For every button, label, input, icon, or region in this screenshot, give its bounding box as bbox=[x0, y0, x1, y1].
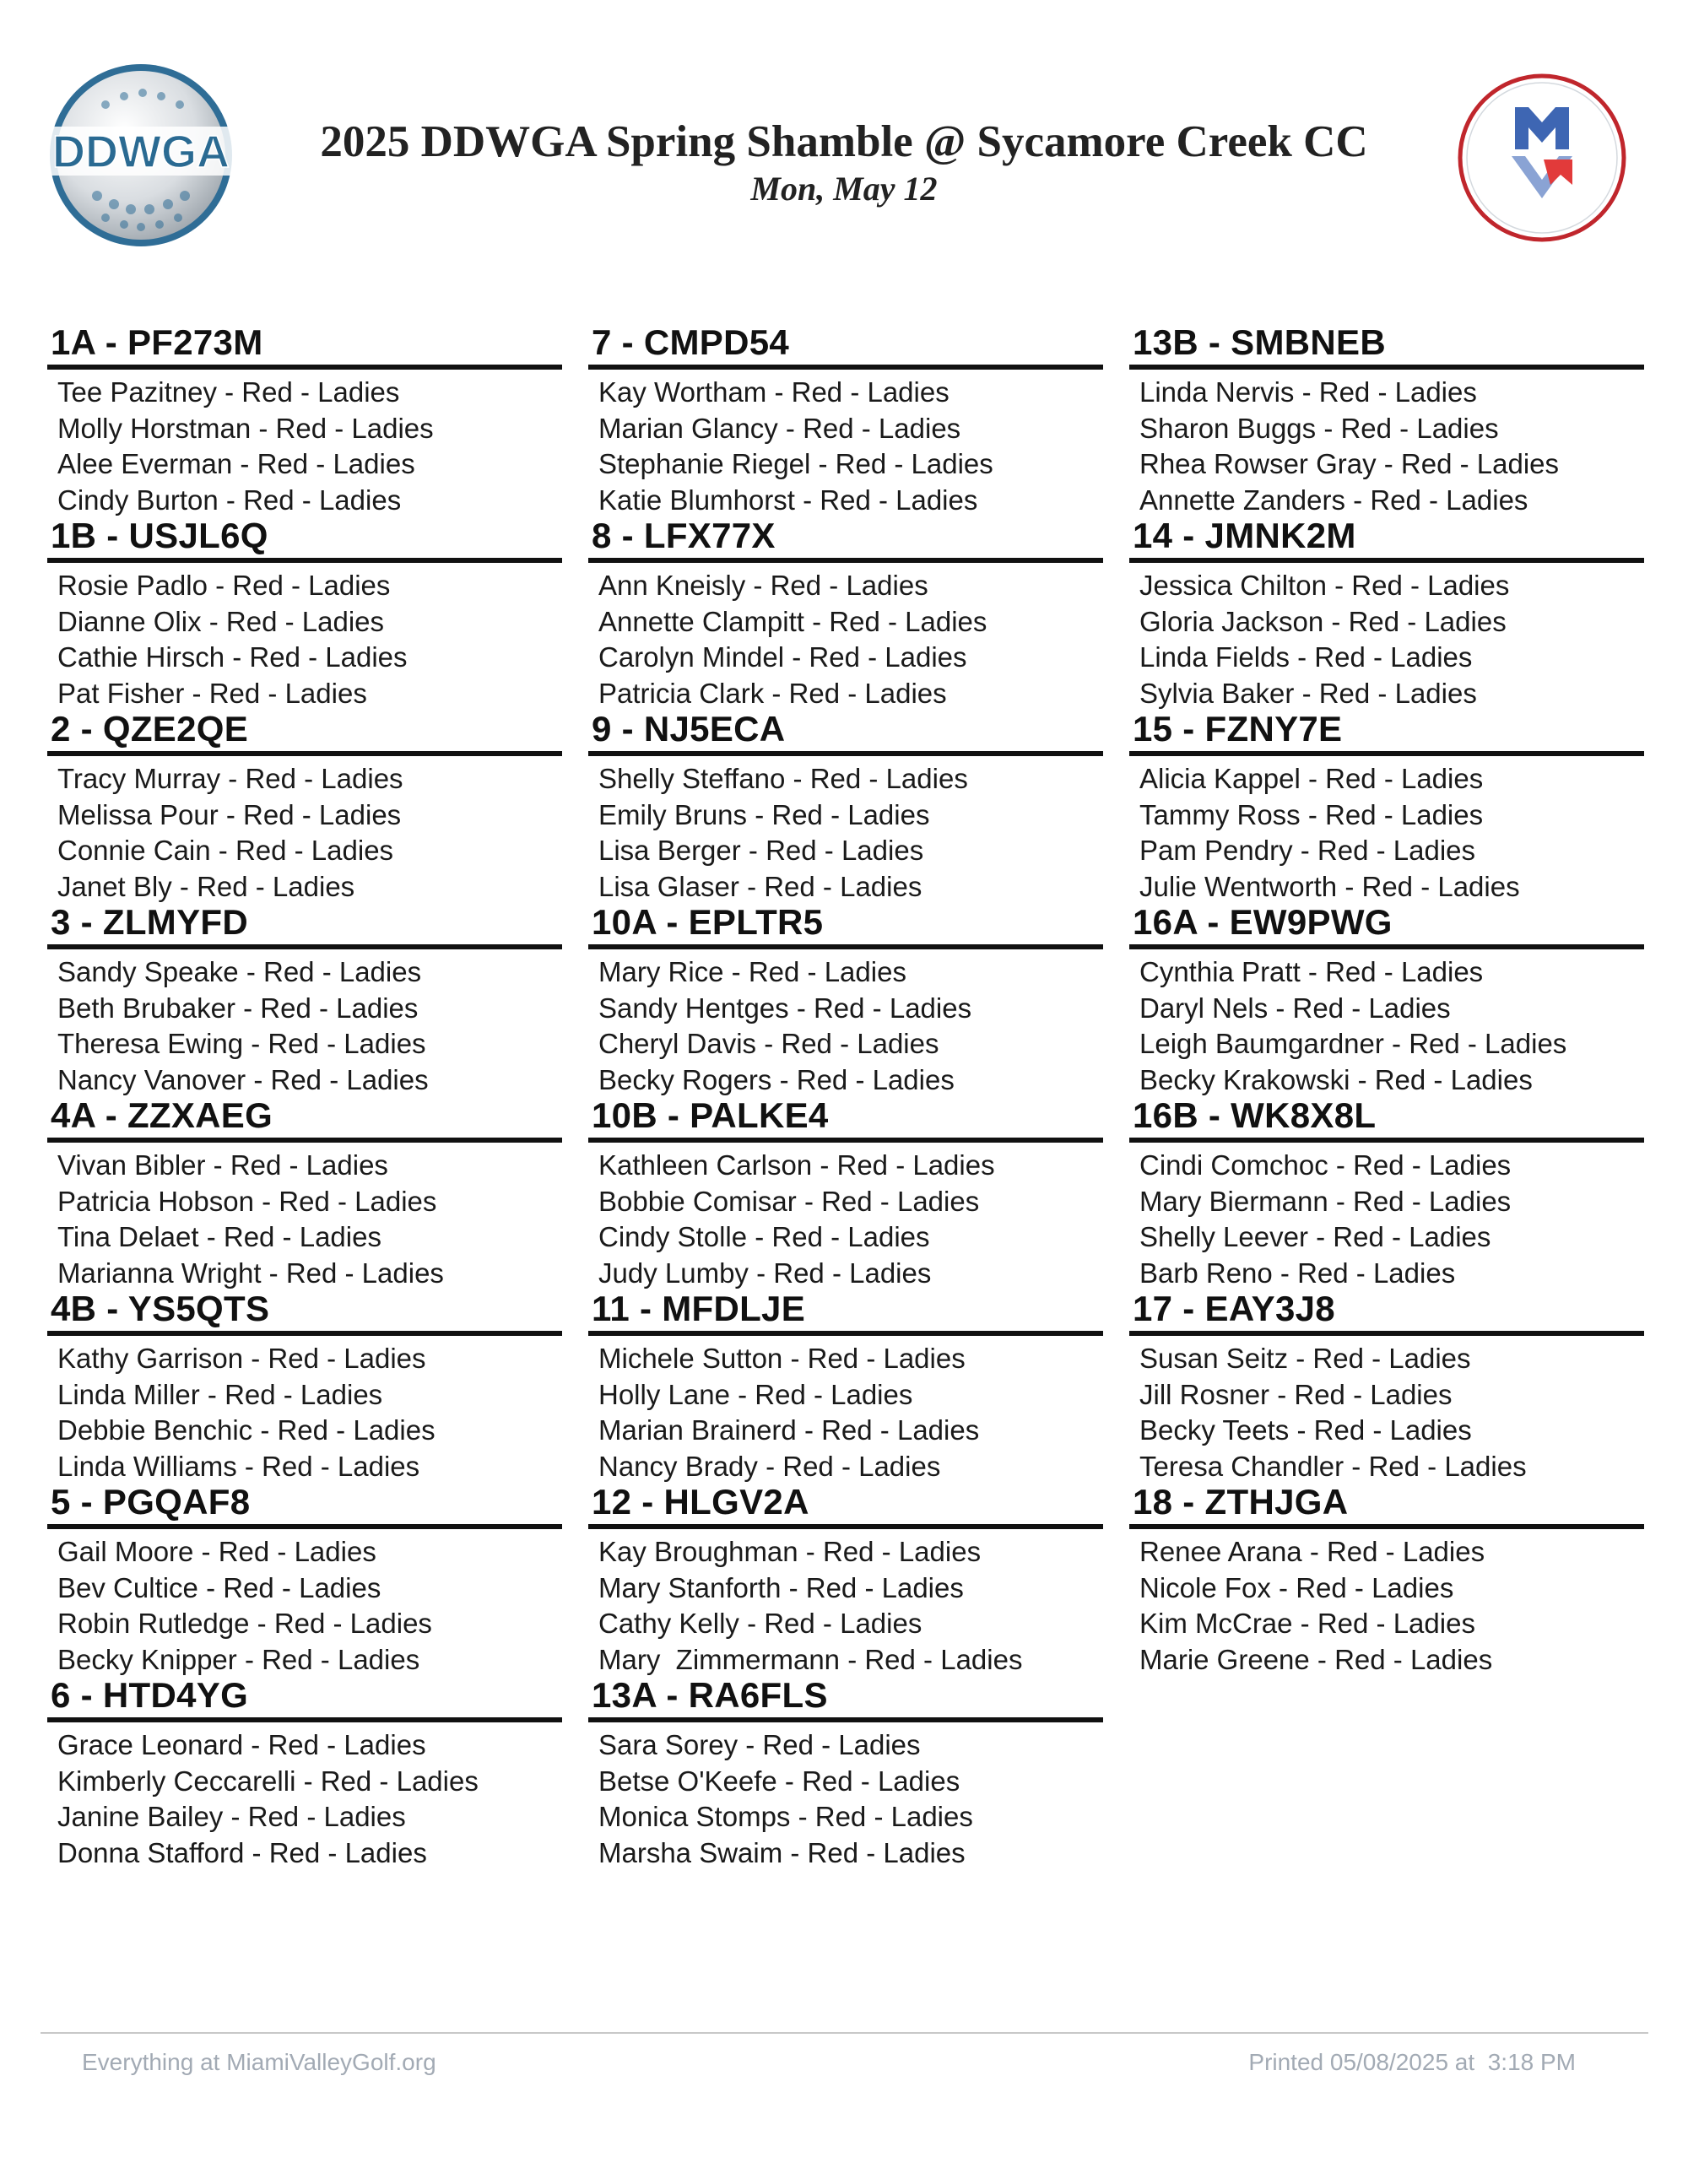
player-entry: Janine Bailey - Red - Ladies bbox=[57, 1801, 406, 1832]
group-block bbox=[47, 1094, 562, 1287]
player-entry: Cathy Kelly - Red - Ladies bbox=[598, 1608, 922, 1639]
group-block bbox=[47, 707, 562, 900]
group-header: 2 - QZE2QE bbox=[47, 707, 562, 756]
player-entry: Sylvia Baker - Red - Ladies bbox=[1139, 677, 1477, 709]
player-entry: Gail Moore - Red - Ladies bbox=[57, 1536, 376, 1567]
player-entry: Alee Everman - Red - Ladies bbox=[57, 448, 415, 479]
column-2 bbox=[588, 321, 1103, 1867]
player-entry: Nicole Fox - Red - Ladies bbox=[1139, 1571, 1454, 1603]
player-entry: Tina Delaet - Red - Ladies bbox=[57, 1221, 381, 1252]
footer-divider bbox=[41, 2032, 1648, 2034]
group-header: 10B - PALKE4 bbox=[588, 1094, 1103, 1143]
group-block bbox=[588, 1094, 1103, 1287]
player-entry: Susan Seitz - Red - Ladies bbox=[1139, 1343, 1471, 1374]
column-1 bbox=[47, 321, 562, 1867]
player-entry: Becky Rogers - Red - Ladies bbox=[598, 1063, 955, 1095]
group-block bbox=[588, 707, 1103, 900]
player-entry: Rhea Rowser Gray - Red - Ladies bbox=[1139, 448, 1560, 479]
player-entry: Shelly Leever - Red - Ladies bbox=[1139, 1221, 1491, 1252]
group-header: 4B - YS5QTS bbox=[47, 1287, 562, 1336]
footer-printed-timestamp: Printed 05/08/2025 at 3:18 PM bbox=[1248, 2049, 1576, 2075]
player-entry: Molly Horstman - Red - Ladies bbox=[57, 412, 434, 444]
player-entry: Jessica Chilton - Red - Ladies bbox=[1139, 570, 1510, 601]
player-entry: Rosie Padlo - Red - Ladies bbox=[57, 570, 391, 601]
group-block bbox=[1129, 1094, 1644, 1287]
group-header: 3 - ZLMYFD bbox=[47, 900, 562, 949]
mv-emblem-logo bbox=[1456, 72, 1629, 245]
player-entry: Sharon Buggs - Red - Ladies bbox=[1139, 412, 1499, 444]
player-entry: Dianne Olix - Red - Ladies bbox=[57, 605, 385, 637]
group-block bbox=[588, 321, 1103, 514]
player-entry: Becky Teets - Red - Ladies bbox=[1139, 1414, 1472, 1446]
player-entry: Cynthia Pratt - Red - Ladies bbox=[1139, 956, 1484, 987]
player-entry: Lisa Glaser - Red - Ladies bbox=[598, 870, 922, 902]
group-block bbox=[588, 514, 1103, 707]
player-entry: Renee Arana - Red - Ladies bbox=[1139, 1536, 1485, 1567]
group-header: 5 - PGQAF8 bbox=[47, 1480, 562, 1529]
player-entry: Shelly Steffano - Red - Ladies bbox=[598, 763, 968, 794]
player-entry: Michele Sutton - Red - Ladies bbox=[598, 1343, 966, 1374]
player-entry: Linda Miller - Red - Ladies bbox=[57, 1378, 383, 1410]
player-entry: Cheryl Davis - Red - Ladies bbox=[598, 1028, 939, 1059]
group-header: 6 - HTD4YG bbox=[47, 1673, 562, 1722]
group-block bbox=[588, 1287, 1103, 1480]
player-entry: Stephanie Riegel - Red - Ladies bbox=[598, 448, 993, 479]
group-header: 10A - EPLTR5 bbox=[588, 900, 1103, 949]
player-entry: Donna Stafford - Red - Ladies bbox=[57, 1836, 427, 1868]
player-entry: Connie Cain - Red - Ladies bbox=[57, 835, 394, 866]
player-entry: Tee Pazitney - Red - Ladies bbox=[57, 376, 400, 408]
group-header: 17 - EAY3J8 bbox=[1129, 1287, 1644, 1336]
player-entry: Kay Broughman - Red - Ladies bbox=[598, 1536, 982, 1567]
player-entry: Becky Krakowski - Red - Ladies bbox=[1139, 1063, 1533, 1095]
group-block bbox=[588, 1673, 1103, 1867]
player-entry: Robin Rutledge - Red - Ladies bbox=[57, 1608, 432, 1639]
player-entry: Sandy Hentges - Red - Ladies bbox=[598, 992, 972, 1024]
player-entry: Vivan Bibler - Red - Ladies bbox=[57, 1149, 388, 1181]
player-entry: Julie Wentworth - Red - Ladies bbox=[1139, 870, 1520, 902]
page-title: 2025 DDWGA Spring Shamble @ Sycamore Creek CC bbox=[320, 117, 1368, 166]
player-entry: Pam Pendry - Red - Ladies bbox=[1139, 835, 1476, 866]
player-entry: Betse O'Keefe - Red - Ladies bbox=[598, 1765, 960, 1797]
group-header: 1B - USJL6Q bbox=[47, 514, 562, 563]
player-entry: Monica Stomps - Red - Ladies bbox=[598, 1801, 973, 1832]
player-entry: Linda Fields - Red - Ladies bbox=[1139, 641, 1473, 673]
group-header: 9 - NJ5ECA bbox=[588, 707, 1103, 756]
player-entry: Ann Kneisly - Red - Ladies bbox=[598, 570, 928, 601]
player-entry: Kathleen Carlson - Red - Ladies bbox=[598, 1149, 995, 1181]
group-block bbox=[1129, 321, 1644, 514]
player-entry: Linda Williams - Red - Ladies bbox=[57, 1450, 420, 1482]
player-entry: Patricia Clark - Red - Ladies bbox=[598, 677, 947, 709]
player-entry: Gloria Jackson - Red - Ladies bbox=[1139, 605, 1507, 637]
player-entry: Becky Knipper - Red - Ladies bbox=[57, 1643, 420, 1675]
player-entry: Marian Glancy - Red - Ladies bbox=[598, 412, 961, 444]
group-header: 12 - HLGV2A bbox=[588, 1480, 1103, 1529]
player-entry: Melissa Pour - Red - Ladies bbox=[57, 798, 402, 830]
group-block bbox=[1129, 707, 1644, 900]
player-entry: Pat Fisher - Red - Ladies bbox=[57, 677, 367, 709]
player-entry: Carolyn Mindel - Red - Ladies bbox=[598, 641, 967, 673]
player-entry: Katie Blumhorst - Red - Ladies bbox=[598, 484, 978, 516]
group-block bbox=[47, 1673, 562, 1867]
group-header: 16B - WK8X8L bbox=[1129, 1094, 1644, 1143]
player-entry: Janet Bly - Red - Ladies bbox=[57, 870, 355, 902]
group-block bbox=[47, 1480, 562, 1673]
group-block bbox=[1129, 1480, 1644, 1673]
player-entry: Beth Brubaker - Red - Ladies bbox=[57, 992, 419, 1024]
group-header: 13B - SMBNEB bbox=[1129, 321, 1644, 370]
player-entry: Jill Rosner - Red - Ladies bbox=[1139, 1378, 1453, 1410]
page-subtitle: Mon, May 12 bbox=[750, 170, 938, 208]
player-entry: Marianna Wright - Red - Ladies bbox=[57, 1257, 444, 1289]
player-entry: Patricia Hobson - Red - Ladies bbox=[57, 1185, 437, 1217]
player-entry: Alicia Kappel - Red - Ladies bbox=[1139, 763, 1484, 794]
group-header: 7 - CMPD54 bbox=[588, 321, 1103, 370]
group-header: 1A - PF273M bbox=[47, 321, 562, 370]
player-entry: Grace Leonard - Red - Ladies bbox=[57, 1729, 426, 1760]
player-entry: Mary Stanforth - Red - Ladies bbox=[598, 1571, 964, 1603]
group-header: 4A - ZZXAEG bbox=[47, 1094, 562, 1143]
group-header: 14 - JMNK2M bbox=[1129, 514, 1644, 563]
player-entry: Marie Greene - Red - Ladies bbox=[1139, 1643, 1493, 1675]
player-entry: Annette Zanders - Red - Ladies bbox=[1139, 484, 1528, 516]
group-block bbox=[47, 514, 562, 707]
player-entry: Marsha Swaim - Red - Ladies bbox=[598, 1836, 966, 1868]
player-entry: Sandy Speake - Red - Ladies bbox=[57, 956, 422, 987]
group-block bbox=[47, 1287, 562, 1480]
footer-site-text: Everything at MiamiValleyGolf.org bbox=[82, 2049, 436, 2075]
group-block bbox=[588, 1480, 1103, 1673]
group-header: 18 - ZTHJGA bbox=[1129, 1480, 1644, 1529]
group-block bbox=[1129, 1287, 1644, 1480]
player-entry: Teresa Chandler - Red - Ladies bbox=[1139, 1450, 1527, 1482]
player-entry: Debbie Benchic - Red - Ladies bbox=[57, 1414, 436, 1446]
player-entry: Cathie Hirsch - Red - Ladies bbox=[57, 641, 408, 673]
player-entry: Mary Rice - Red - Ladies bbox=[598, 956, 906, 987]
player-entry: Mary Biermann - Red - Ladies bbox=[1139, 1185, 1512, 1217]
player-entry: Judy Lumby - Red - Ladies bbox=[598, 1257, 932, 1289]
player-entry: Tammy Ross - Red - Ladies bbox=[1139, 798, 1484, 830]
player-entry: Cindy Burton - Red - Ladies bbox=[57, 484, 402, 516]
player-entry: Nancy Vanover - Red - Ladies bbox=[57, 1063, 429, 1095]
player-entry: Nancy Brady - Red - Ladies bbox=[598, 1450, 941, 1482]
player-entry: Annette Clampitt - Red - Ladies bbox=[598, 605, 987, 637]
column-3 bbox=[1129, 321, 1644, 1673]
page-header bbox=[0, 0, 1688, 278]
group-block bbox=[47, 900, 562, 1094]
group-block bbox=[1129, 514, 1644, 707]
player-entry: Kay Wortham - Red - Ladies bbox=[598, 376, 950, 408]
player-entry: Kimberly Ceccarelli - Red - Ladies bbox=[57, 1765, 479, 1797]
group-header: 15 - FZNY7E bbox=[1129, 707, 1644, 756]
player-entry: Linda Nervis - Red - Ladies bbox=[1139, 376, 1477, 408]
player-entry: Mary Zimmermann - Red - Ladies bbox=[598, 1643, 1023, 1675]
group-block bbox=[1129, 900, 1644, 1094]
group-header: 11 - MFDLJE bbox=[588, 1287, 1103, 1336]
player-entry: Bobbie Comisar - Red - Ladies bbox=[598, 1185, 980, 1217]
player-entry: Theresa Ewing - Red - Ladies bbox=[57, 1028, 426, 1059]
player-entry: Cindy Stolle - Red - Ladies bbox=[598, 1221, 930, 1252]
logo-text: DDWGA bbox=[52, 127, 230, 177]
player-entry: Leigh Baumgardner - Red - Ladies bbox=[1139, 1028, 1567, 1059]
player-entry: Kathy Garrison - Red - Ladies bbox=[57, 1343, 426, 1374]
group-header: 16A - EW9PWG bbox=[1129, 900, 1644, 949]
group-header: 8 - LFX77X bbox=[588, 514, 1103, 563]
player-entry: Lisa Berger - Red - Ladies bbox=[598, 835, 924, 866]
player-entry: Holly Lane - Red - Ladies bbox=[598, 1378, 913, 1410]
player-entry: Marian Brainerd - Red - Ladies bbox=[598, 1414, 980, 1446]
player-entry: Emily Bruns - Red - Ladies bbox=[598, 798, 930, 830]
player-entry: Barb Reno - Red - Ladies bbox=[1139, 1257, 1456, 1289]
player-entry: Tracy Murray - Red - Ladies bbox=[57, 763, 403, 794]
player-entry: Sara Sorey - Red - Ladies bbox=[598, 1729, 921, 1760]
player-entry: Daryl Nels - Red - Ladies bbox=[1139, 992, 1451, 1024]
group-block bbox=[588, 900, 1103, 1094]
player-entry: Bev Cultice - Red - Ladies bbox=[57, 1571, 381, 1603]
player-entry: Kim McCrae - Red - Ladies bbox=[1139, 1608, 1475, 1639]
group-header: 13A - RA6FLS bbox=[588, 1673, 1103, 1722]
ddwga-golf-ball-logo bbox=[46, 61, 236, 251]
player-entry: Cindi Comchoc - Red - Ladies bbox=[1139, 1149, 1512, 1181]
group-block bbox=[47, 321, 562, 514]
